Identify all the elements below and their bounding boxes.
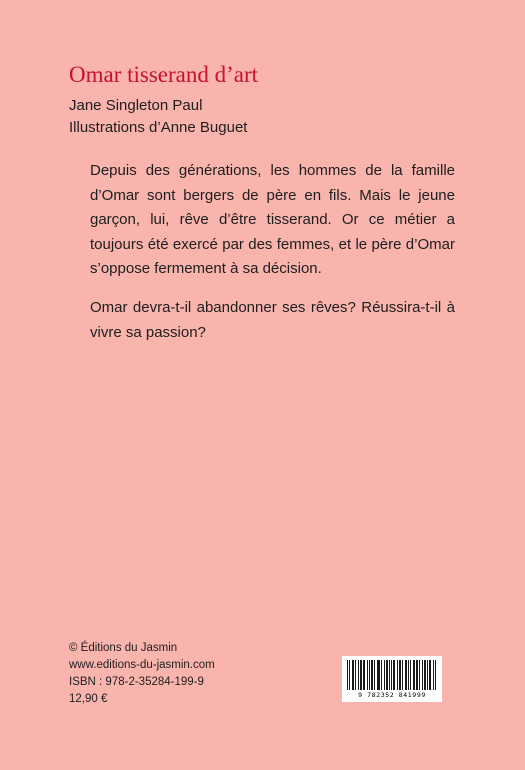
price: 12,90 € (69, 693, 108, 705)
publisher-copyright: © Éditions du Jasmin (69, 642, 178, 654)
imprint-block (69, 640, 215, 708)
barcode (342, 656, 442, 702)
publisher-website: www.editions-du-jasmin.com (69, 659, 215, 671)
barcode-digits: 9 782352 841999 (358, 691, 426, 699)
blurb-paragraph: Depuis des générations, les hommes de la famille d’Omar sont bergers de père en fils. Mais le jeune garçon, lui, rêve d’être tisserand. Or ce métier a toujours été exercé par des femmes, et le père d’Omar s’oppose fermement à sa décision. (90, 162, 455, 277)
author-name: Jane Singleton Paul (69, 97, 203, 114)
blurb-paragraph: Omar devra-t-il abandonner ses rêves? Réussira-t-il à vivre sa passion? (90, 299, 455, 341)
barcode-bars-icon (347, 660, 437, 690)
illustrator-credit: Illustrations d’Anne Buguet (69, 119, 248, 136)
book-title: Omar tisserand d’art (69, 62, 259, 87)
isbn: ISBN : 978-2-35284-199-9 (69, 676, 204, 688)
